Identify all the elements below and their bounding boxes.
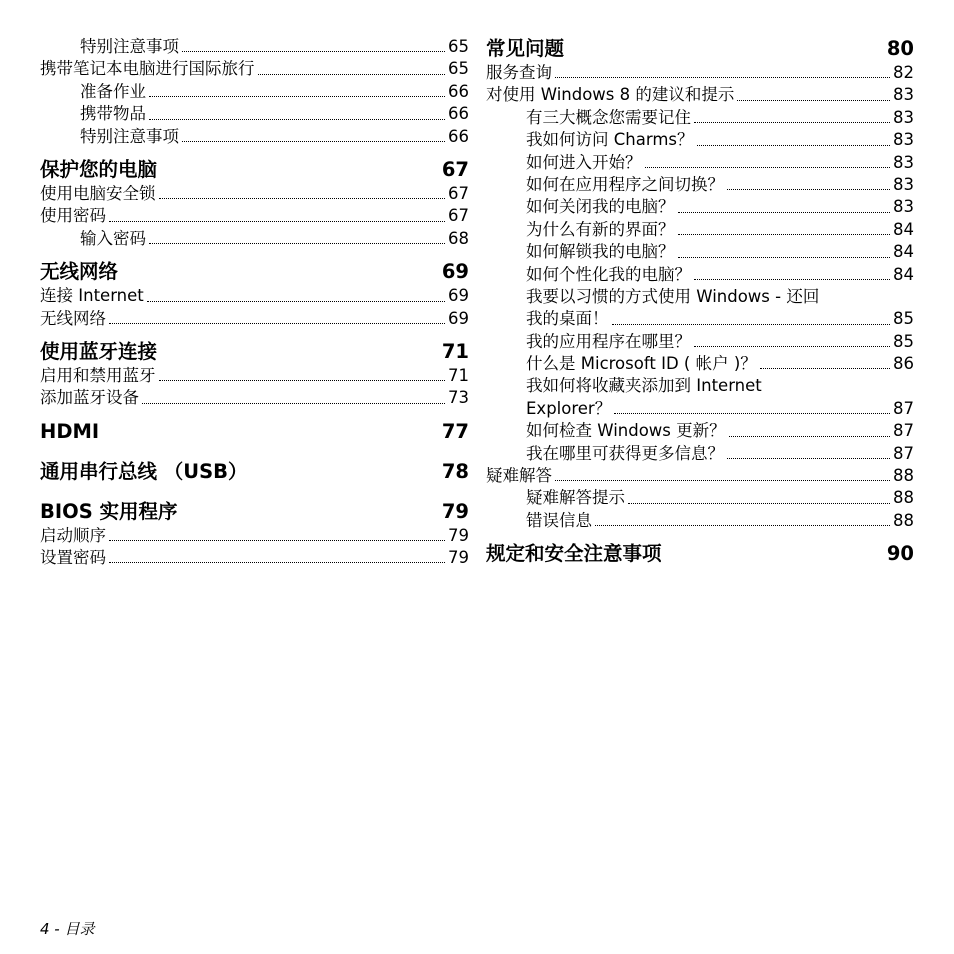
toc-entry[interactable] — [40, 525, 469, 547]
section-title: HDMI — [40, 419, 100, 443]
entry-title: 如何进入开始？ — [526, 152, 642, 172]
toc-entry[interactable] — [40, 205, 469, 227]
entry-title: 为什么有新的界面？ — [526, 219, 675, 239]
toc-entry[interactable] — [40, 228, 469, 250]
entry-title: Explorer？ — [526, 398, 612, 418]
toc-entry[interactable] — [486, 196, 914, 218]
toc-entry[interactable] — [40, 285, 469, 307]
section-title: 使用蓝牙连接 — [40, 339, 158, 363]
toc-entry[interactable] — [40, 58, 469, 80]
toc-entry[interactable] — [486, 331, 914, 353]
toc-entry[interactable] — [486, 219, 914, 241]
entry-title: 使用密码 — [40, 206, 106, 226]
entry-title: 携带物品 — [80, 104, 146, 124]
dot-leader — [147, 301, 445, 302]
entry-page-number: 73 — [448, 388, 469, 408]
dot-leader — [159, 198, 446, 199]
toc-entry-title-line[interactable]: 我如何将收藏夹添加到 Internet — [526, 376, 762, 396]
entry-page-number: 84 — [893, 264, 914, 284]
toc-entry[interactable] — [486, 174, 914, 196]
entry-page-number: 71 — [448, 365, 469, 385]
toc-entry[interactable] — [486, 84, 914, 106]
entry-page-number: 83 — [893, 85, 914, 105]
dot-leader — [645, 167, 891, 168]
dot-leader — [694, 122, 890, 123]
entry-title: 我如何访问 Charms？ — [526, 130, 694, 150]
toc-entry[interactable] — [40, 547, 469, 569]
entry-title: 特别注意事项 — [80, 36, 179, 56]
entry-title: 错误信息 — [526, 510, 592, 530]
toc-section-heading[interactable] — [486, 36, 914, 62]
section-title: 通用串行总线 （USB） — [40, 459, 248, 483]
dot-leader — [182, 141, 445, 142]
toc-entry-title-line[interactable]: 我要以习惯的方式使用 Windows - 还回 — [526, 286, 820, 306]
toc-section-heading[interactable] — [40, 499, 469, 525]
entry-page-number: 66 — [448, 104, 469, 124]
dot-leader — [182, 51, 445, 52]
toc-entry[interactable] — [486, 264, 914, 286]
toc-section-heading[interactable] — [40, 459, 469, 485]
dot-leader — [258, 74, 446, 75]
entry-page-number: 86 — [893, 354, 914, 374]
entry-title: 我的应用程序在哪里？ — [526, 331, 691, 351]
toc-section-heading[interactable] — [40, 259, 469, 285]
entry-page-number: 88 — [893, 488, 914, 508]
toc-entry[interactable] — [40, 183, 469, 205]
dot-leader — [678, 212, 891, 213]
entry-title: 启动顺序 — [40, 525, 106, 545]
entry-page-number: 83 — [893, 174, 914, 194]
entry-page-number: 79 — [448, 548, 469, 568]
dot-leader — [697, 145, 891, 146]
toc-entry[interactable] — [486, 398, 914, 420]
entry-page-number: 65 — [448, 36, 469, 56]
section-page-number: 90 — [886, 542, 914, 566]
toc-entry[interactable] — [486, 510, 914, 532]
dot-leader — [555, 77, 890, 78]
entry-title: 连接 Internet — [40, 286, 144, 306]
entry-title: 对使用 Windows 8 的建议和提示 — [486, 85, 735, 105]
dot-leader — [612, 324, 891, 325]
entry-page-number: 66 — [448, 81, 469, 101]
toc-entry[interactable] — [486, 62, 914, 84]
toc-entry[interactable] — [40, 387, 469, 409]
entry-title: 携带笔记本电脑进行国际旅行 — [40, 59, 255, 79]
dot-leader — [555, 480, 890, 481]
toc-entry[interactable] — [486, 129, 914, 151]
toc-right-column — [486, 36, 914, 567]
entry-title: 添加蓝牙设备 — [40, 388, 139, 408]
toc-entry[interactable] — [40, 81, 469, 103]
section-page-number: 69 — [441, 260, 469, 284]
dot-leader — [760, 368, 890, 369]
entry-title: 如何检查 Windows 更新？ — [526, 421, 726, 441]
dot-leader — [628, 503, 890, 504]
dot-leader — [149, 243, 445, 244]
entry-title: 疑难解答提示 — [526, 488, 625, 508]
dot-leader — [109, 562, 445, 563]
entry-title: 无线网络 — [40, 308, 106, 328]
entry-page-number: 87 — [893, 398, 914, 418]
toc-section-heading[interactable] — [40, 157, 469, 183]
dot-leader — [694, 346, 890, 347]
toc-entry[interactable] — [486, 152, 914, 174]
toc-entry[interactable] — [40, 103, 469, 125]
toc-entry[interactable] — [486, 487, 914, 509]
section-page-number: 80 — [886, 37, 914, 60]
entry-title: 如何个性化我的电脑？ — [526, 264, 691, 284]
entry-page-number: 67 — [448, 206, 469, 226]
section-page-number: 67 — [441, 157, 469, 181]
entry-page-number: 83 — [893, 152, 914, 172]
entry-title: 我的桌面！ — [526, 309, 609, 329]
entry-page-number: 68 — [448, 228, 469, 248]
dot-leader — [149, 119, 445, 120]
entry-page-number: 65 — [448, 59, 469, 79]
dot-leader — [678, 257, 891, 258]
entry-page-number: 84 — [893, 242, 914, 262]
entry-page-number: 84 — [893, 219, 914, 239]
dot-leader — [729, 436, 890, 437]
section-title: 保护您的电脑 — [40, 157, 158, 181]
entry-page-number: 88 — [893, 466, 914, 486]
entry-title: 我在哪里可获得更多信息？ — [526, 443, 724, 463]
entry-title: 如何关闭我的电脑？ — [526, 197, 675, 217]
entry-page-number: 83 — [893, 197, 914, 217]
entry-page-number: 87 — [893, 443, 914, 463]
dot-leader — [614, 413, 890, 414]
entry-page-number: 85 — [893, 331, 914, 351]
toc-entry[interactable] — [486, 353, 914, 375]
entry-page-number: 87 — [893, 421, 914, 441]
dot-leader — [149, 96, 445, 97]
entry-title: 使用电脑安全锁 — [40, 183, 156, 203]
section-page-number: 78 — [441, 459, 469, 483]
entry-title: 服务查询 — [486, 62, 552, 82]
entry-title: 有三大概念您需要记住 — [526, 107, 691, 127]
section-title: 规定和安全注意事项 — [486, 542, 662, 566]
entry-title: 输入密码 — [80, 228, 146, 248]
entry-page-number: 85 — [893, 309, 914, 329]
section-title: 无线网络 — [40, 260, 119, 284]
toc-entry[interactable] — [486, 241, 914, 263]
toc-entry[interactable] — [486, 443, 914, 465]
entry-page-number: 83 — [893, 130, 914, 150]
entry-title: 准备作业 — [80, 81, 146, 101]
entry-page-number: 69 — [448, 286, 469, 306]
toc-entry[interactable] — [40, 126, 469, 148]
entry-title: 疑难解答 — [486, 466, 552, 486]
dot-leader — [737, 100, 890, 101]
dot-leader — [694, 279, 890, 280]
dot-leader — [109, 221, 445, 222]
toc-section-heading[interactable] — [40, 339, 469, 365]
section-page-number: 77 — [441, 419, 469, 443]
section-title: 常见问题 — [486, 37, 565, 60]
entry-title: 设置密码 — [40, 548, 106, 568]
entry-page-number: 66 — [448, 126, 469, 146]
dot-leader — [595, 525, 890, 526]
entry-title: 什么是 Microsoft ID ( 帐户 )？ — [526, 354, 757, 374]
toc-left-column — [40, 36, 469, 569]
section-title: BIOS 实用程序 — [40, 499, 178, 523]
dot-leader — [109, 540, 445, 541]
dot-leader — [727, 458, 890, 459]
dot-leader — [678, 234, 891, 235]
entry-page-number: 83 — [893, 107, 914, 127]
entry-page-number: 67 — [448, 183, 469, 203]
toc-entry[interactable] — [40, 36, 469, 58]
dot-leader — [142, 403, 445, 404]
entry-page-number: 82 — [893, 62, 914, 82]
toc-entry[interactable] — [486, 107, 914, 129]
toc-section-heading[interactable] — [40, 419, 469, 445]
toc-entry[interactable] — [486, 420, 914, 442]
toc-entry[interactable] — [40, 365, 469, 387]
toc-section-heading[interactable] — [486, 541, 914, 567]
entry-title: 如何在应用程序之间切换？ — [526, 174, 724, 194]
page-footer: 4 - 目录 — [40, 920, 95, 938]
dot-leader — [159, 380, 446, 381]
toc-entry[interactable] — [40, 308, 469, 330]
entry-page-number: 79 — [448, 525, 469, 545]
entry-title: 启用和禁用蓝牙 — [40, 365, 156, 385]
toc-entry[interactable] — [486, 308, 914, 330]
section-page-number: 71 — [441, 339, 469, 363]
entry-page-number: 88 — [893, 510, 914, 530]
toc-entry[interactable] — [486, 465, 914, 487]
dot-leader — [109, 323, 445, 324]
entry-title: 如何解锁我的电脑？ — [526, 242, 675, 262]
entry-page-number: 69 — [448, 308, 469, 328]
section-page-number: 79 — [441, 499, 469, 523]
dot-leader — [727, 189, 890, 190]
entry-title: 特别注意事项 — [80, 126, 179, 146]
